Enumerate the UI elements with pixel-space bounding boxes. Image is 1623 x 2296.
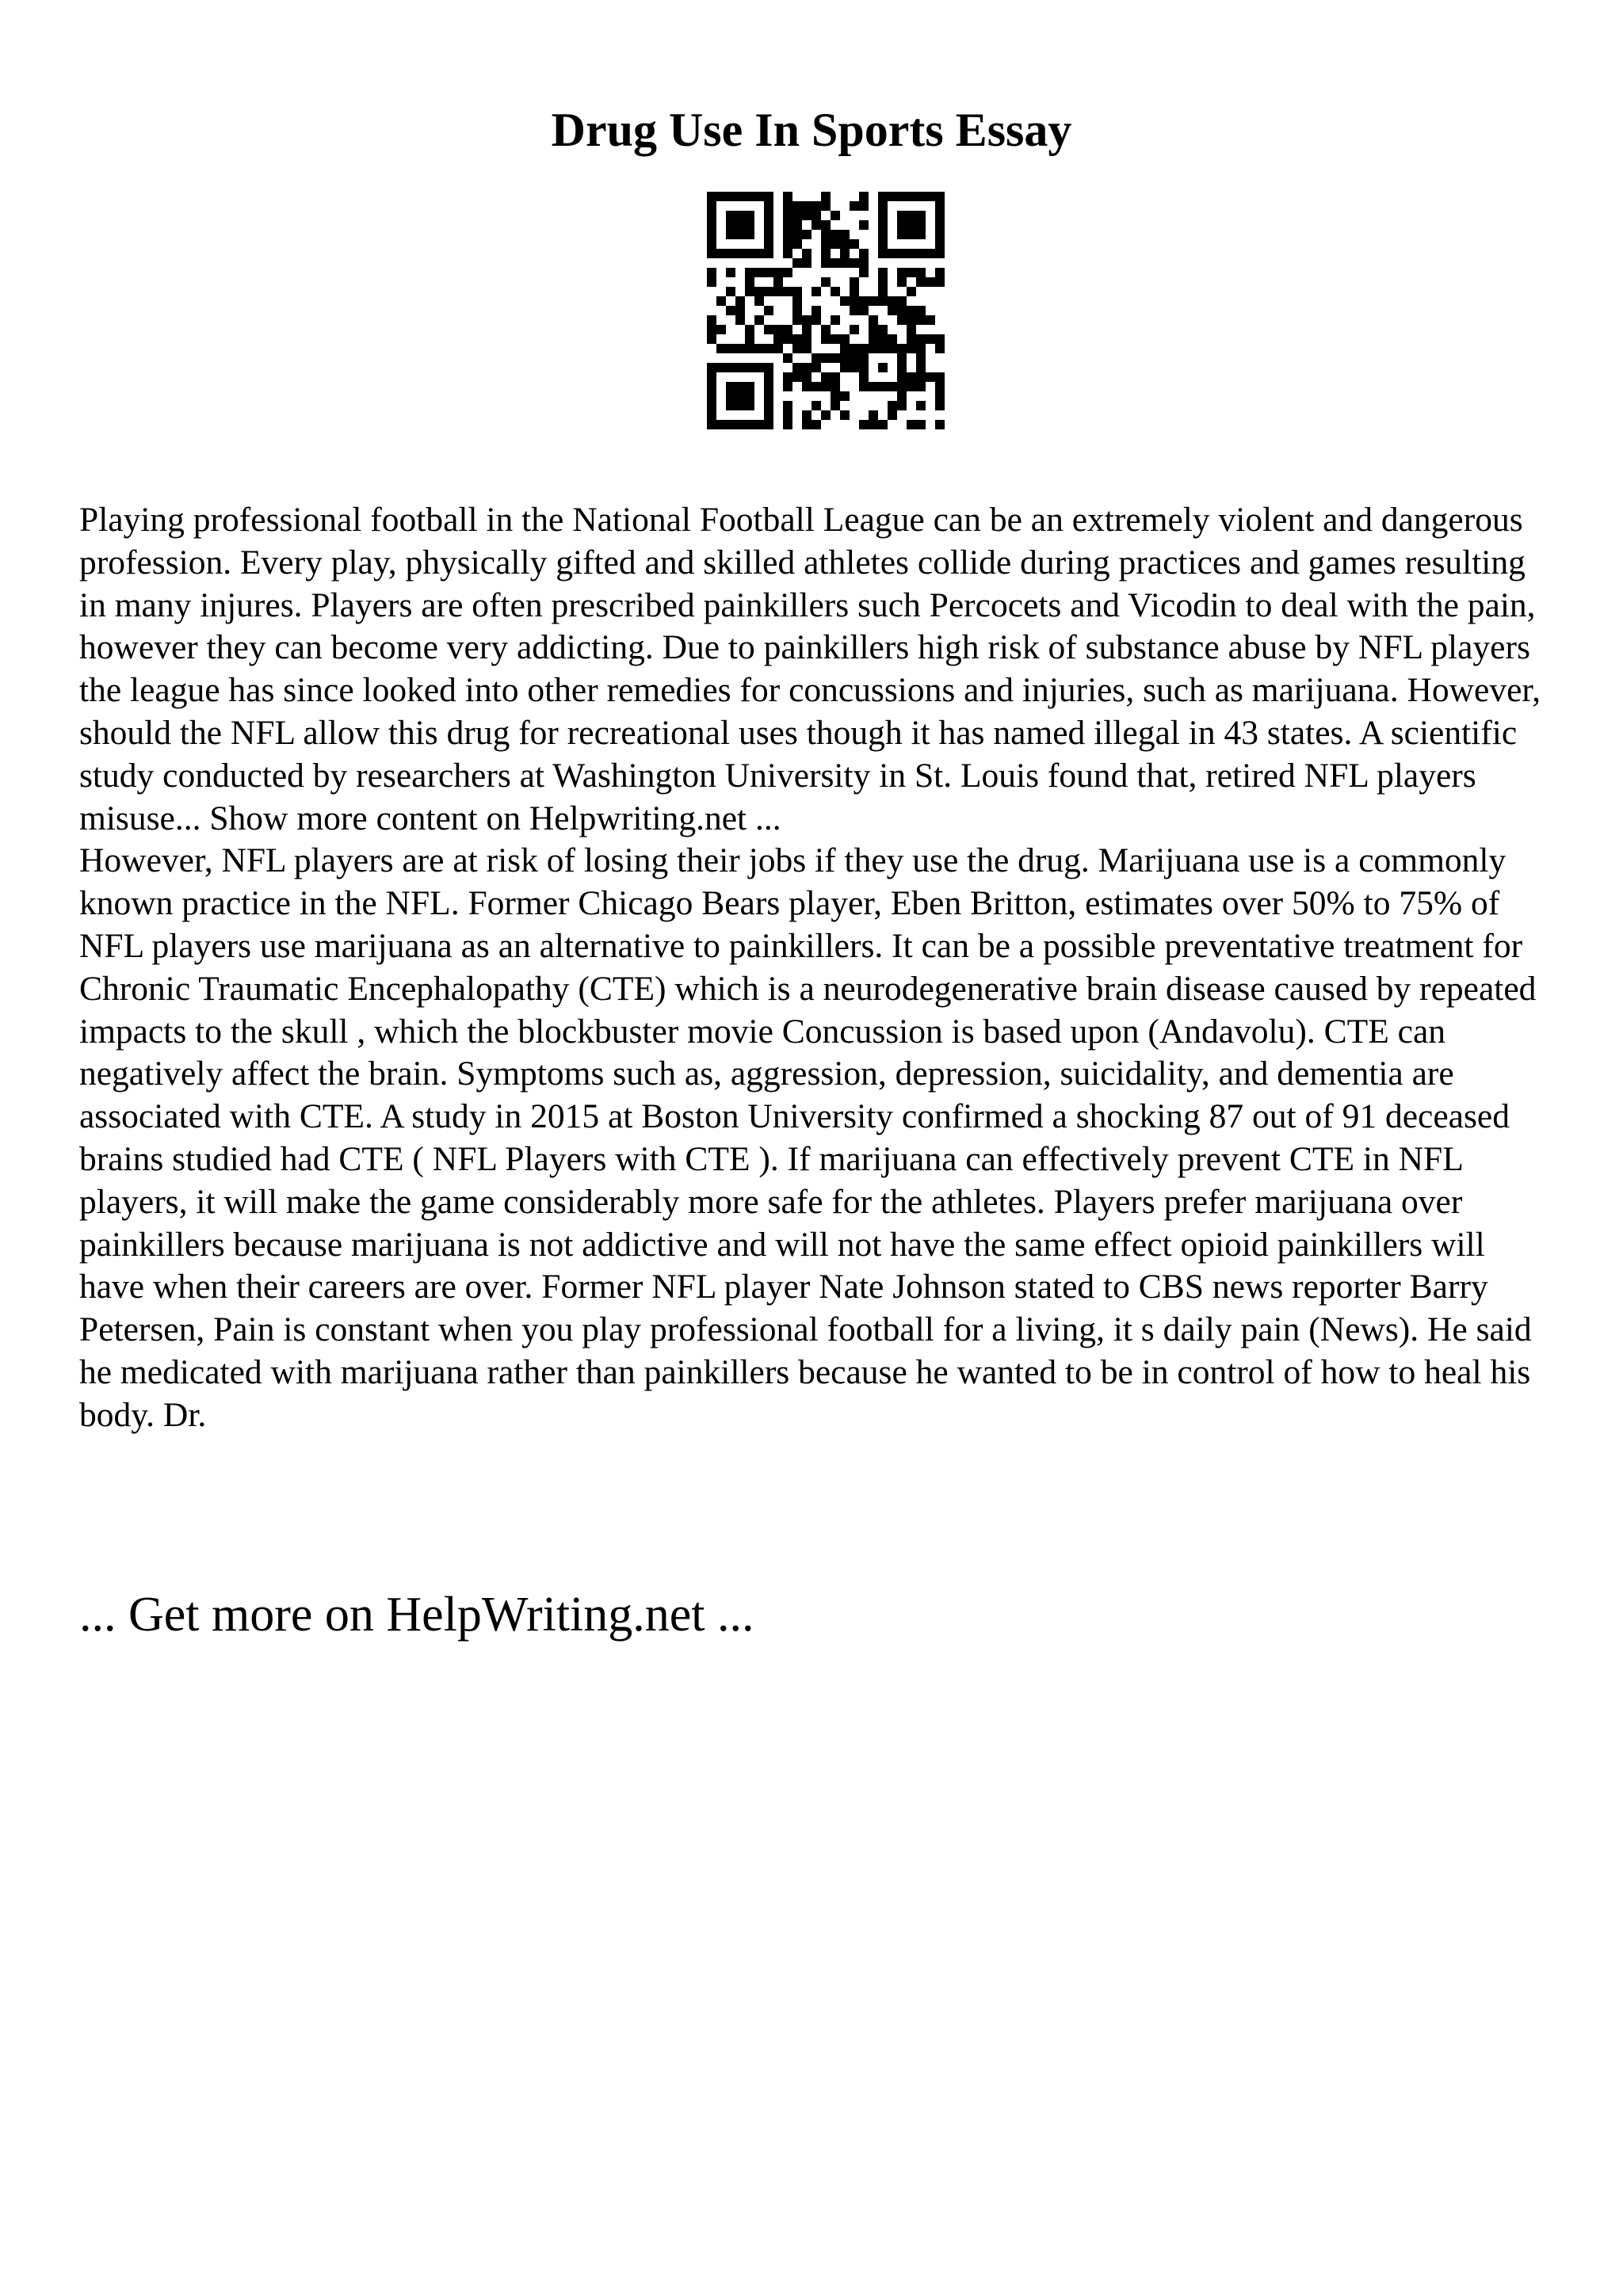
essay-paragraph: However, NFL players are at risk of losing their jobs if they use the drug. Marijuana use is a commonly known practice in the NFL. Former Chicago Bears player, Eben Britton, estimates over 50% to 75% of NFL players use marijuana as an alternative to painkillers. It can be a possible preventative treatment for Chronic Traumatic Encephalopathy (CTE) which is a neurodegenerative brain disease caused by repeated impacts to the skull , which the blockbuster movie Concussion is based upon (Andavolu). CTE can negatively affect the brain. Symptoms such as, aggression, depression, suicidality, and dementia are associated with CTE. A study in 2015 at Boston University confirmed a shocking 87 out of 91 deceased brains studied had CTE ( NFL Players with CTE ). If marijuana can effectively prevent CTE in NFL players, it will make the game considerably more safe for the athletes. Players prefer marijuana over painkillers because marijuana is not addictive and will not have the same effect opioid painkillers will have when their careers are over. Former NFL player Nate Johnson stated to CBS news reporter Barry Petersen, Pain is constant when you play professional football for a living, it s daily pain (News). He said he medicated with marijuana rather than painkillers because he wanted to be in control of how to heal his body. Dr. [79,841,1537,1434]
document-title: Drug Use In Sports Essay [551,104,1072,156]
essay-paragraph: Playing professional football in the National Football League can be an extremely violent and dangerous profession. Every play, physically gifted and skilled athletes collide during practices and games resulting in many injures. Players are often prescribed painkillers such Percocets and Vicodin to deal with the pain, however they can become very addicting. Due to painkillers high risk of substance abuse by NFL players the league has since looked into other remedies for concussions and injuries, such as marijuana. However, should the NFL allow this drug for recreational uses though it has named illegal in 43 states. A scientific study conducted by researchers at Washington University in St. Louis found that, retired NFL players misuse... Show more content on Helpwriting.net ... [79,501,1541,837]
essay-body [79,499,1553,1437]
get-more-link[interactable]: ... Get more on HelpWriting.net ... [79,1588,754,1642]
qr-code-icon [707,192,945,429]
